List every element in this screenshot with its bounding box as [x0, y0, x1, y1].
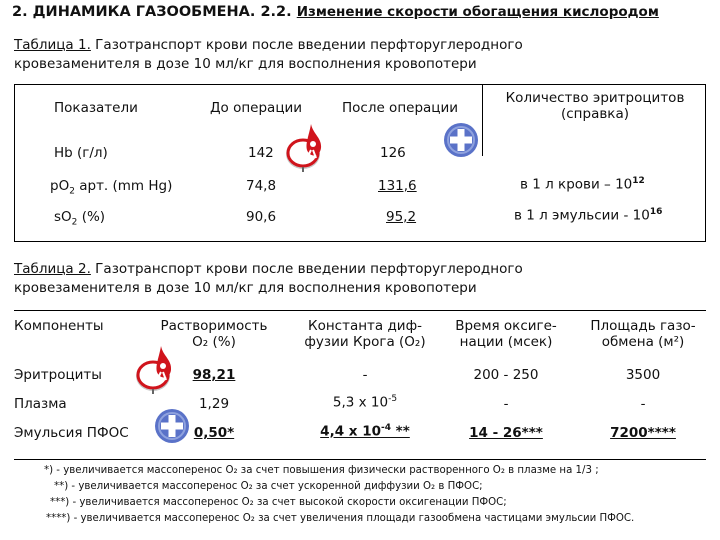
t1-row-hb-before: 142 — [248, 145, 274, 161]
page-title — [12, 4, 659, 20]
t1-header-indicator: Показатели — [54, 100, 138, 116]
t2-row-rbc-krogh: - — [362, 367, 368, 383]
t2-row-rbc-area: 3500 — [625, 367, 661, 383]
t2-header-area: Площадь газо- обмена (м²) — [590, 318, 696, 350]
t2-row-rbc-sol: 98,21 — [192, 367, 236, 383]
t2-header-oxygenation: Время оксиге- нации (мсек) — [455, 318, 557, 350]
table2-caption — [14, 260, 523, 298]
t2-row-pfos-area: 7200**** — [610, 425, 676, 441]
t1-row-po2-before: 74,8 — [246, 178, 277, 194]
t2-row-pfos-krogh: 4,4 x $10^{-4}$ ** — [320, 423, 410, 440]
t1-header-rbc-count-l2: (справка) — [560, 106, 629, 122]
table1 — [14, 84, 706, 242]
t1-header-rbc-count — [488, 90, 702, 122]
t1-header-before: До операции — [210, 100, 303, 116]
table2-caption-line2: кровезаменителя в дозе 10 мл/кг для восполнения кровопотери — [14, 280, 477, 296]
t1-row-so2-ref: в 1 л эмульсии - $10^{16}$ — [514, 207, 663, 224]
table1-caption-lead: Таблица 1. — [14, 37, 91, 53]
t2-row-plasma-name: Плазма — [14, 396, 67, 412]
t2-row-plasma-sol: 1,29 — [198, 396, 230, 412]
t1-row-so2-after: 95,2 — [386, 209, 417, 225]
t2-header-components: Компоненты — [14, 318, 104, 334]
footnotes — [44, 463, 634, 527]
table1-caption — [14, 36, 523, 74]
footnote-2: **) - увеличивается массоперенос О₂ за счет ускоренной диффузии О₂ в ПФОС; — [54, 481, 483, 492]
t1-header-rbc-count-l1: Количество эритроцитов — [505, 90, 685, 106]
table2-caption-rest: Газотранспорт крови после введении перфторуглеродного — [90, 261, 523, 277]
t1-row-so2-before: 90,6 — [246, 209, 277, 225]
t2-row-pfos-sol: 0,50* — [193, 425, 235, 441]
t1-row-hb-after: 126 — [380, 145, 406, 161]
footnote-3: ***) - увеличивается массоперенос О₂ за счет высокой скорости оксигенации ПФОС; — [50, 497, 507, 508]
t2-header-solubility: Растворимость О₂ (%) — [160, 318, 268, 350]
table2-caption-lead: Таблица 2. — [14, 261, 91, 277]
blue-plus-icon — [154, 408, 190, 444]
t2-row-pfos-oxy: 14 - 26*** — [469, 425, 543, 441]
t1-header-after: После операции — [342, 100, 459, 116]
t1-row-po2-name: $pO_2$ арт. (mm Hg) — [50, 178, 173, 197]
footnote-4: ****) - увеличивается массоперенос О₂ за счет увеличения площади газообмена частицами эмульсии ПФОС. — [46, 513, 635, 524]
t1-row-so2-name: $sO_2$ (%) — [54, 209, 106, 228]
page-title-main: 2. ДИНАМИКА ГАЗООБМЕНА. 2.2. — [12, 4, 292, 20]
t2-row-plasma-oxy: - — [503, 396, 509, 412]
table1-caption-line2: кровезаменителя в дозе 10 мл/кг для восполнения кровопотери — [14, 56, 477, 72]
t2-header-krogh: Константа диф- фузии Крога (О₂) — [304, 318, 426, 350]
t2-row-rbc-name: Эритроциты — [14, 367, 102, 383]
red-blood-cell-icon — [134, 342, 176, 394]
t1-row-po2-after: 131,6 — [378, 178, 417, 194]
t2-row-plasma-area: - — [640, 396, 646, 412]
table2 — [14, 310, 706, 460]
table1-caption-rest: Газотранспорт крови после введении перфторуглеродного — [90, 37, 523, 53]
footnote-1: *) - увеличивается массоперенос О₂ за счет повышения физически растворенного О₂ в плазме на 1/3 ; — [44, 465, 599, 476]
page-subtitle: Изменение скорости обогащения кислородом — [296, 4, 659, 20]
blue-plus-icon — [443, 122, 479, 158]
t2-row-plasma-krogh: 5,3 x $10^{-5}$ — [332, 394, 398, 411]
red-blood-cell-icon — [284, 120, 326, 172]
t2-row-rbc-oxy: 200 - 250 — [473, 367, 539, 383]
t1-row-po2-ref: в 1 л крови – $10^{12}$ — [520, 176, 645, 193]
t1-row-hb-name: Hb (г/л) — [54, 145, 108, 161]
t2-row-pfos-name: Эмульсия ПФОС — [14, 425, 129, 441]
